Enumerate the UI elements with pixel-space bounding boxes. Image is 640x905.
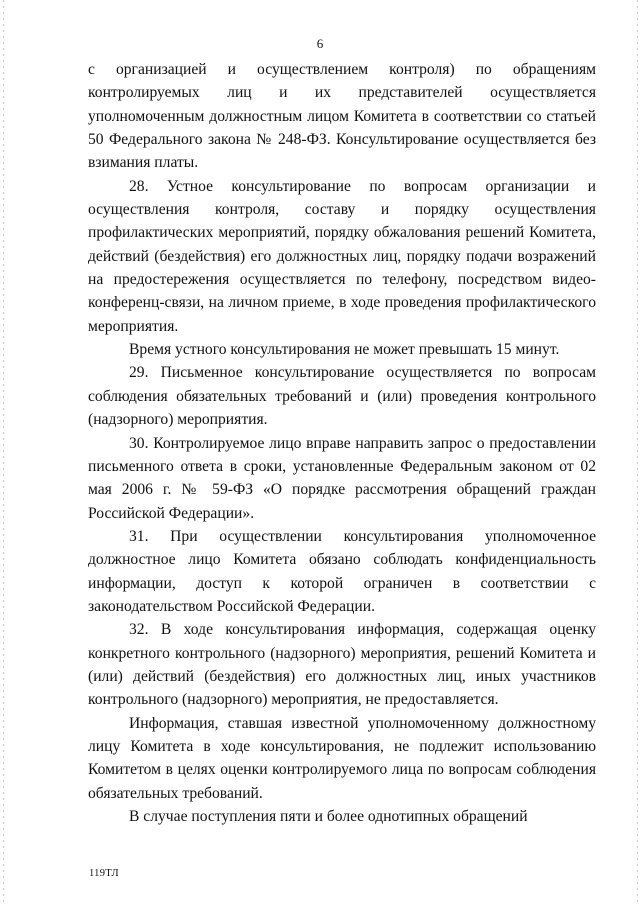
- paragraph-31: 31. При осуществлении консультирования уполномоченное должностное лицо Комитета обязано соблюдать конфиденциальность информации, доступ к которой ограничен в соответствии с законодательством Российской Федерации.: [88, 527, 596, 615]
- scan-edge-right: [637, 0, 638, 905]
- scan-edge-left: [3, 0, 4, 905]
- paragraph-32-information: Информация, ставшая известной уполномоченному должностному лицу Комитета в ходе консультирования, не подлежит использованию Комитетом в целях оценки контролируемого лица по вопросам соблюдения обязательных требований.: [88, 714, 596, 802]
- paragraph-29: 29. Письменное консультирование осуществляется по вопросам соблюдения обязательных требований и (или) проведения контрольного (надзорного) мероприятия.: [88, 364, 596, 429]
- paragraph-30: 30. Контролируемое лицо вправе направить запрос о предоставлении письменного ответа в сроки, установленные Федеральным законом от 02 мая 2006 г. № 59-ФЗ «О порядке рассмотрения обращений граждан Российской Федерации».: [88, 434, 596, 522]
- document-body: [88, 58, 596, 828]
- paragraph-continuation: с организацией и осуществлением контроля) по обращениям контролируемых лиц и их представителей осуществляется уполномоченным должностным лицом Комитета в соответствии со статьей 50 Федерального закона № 248-ФЗ. Консультирование осуществляется без взимания платы.: [88, 61, 596, 172]
- page-number: 6: [316, 36, 324, 51]
- paragraph-28: 28. Устное консультирование по вопросам организации и осуществления контроля, составу и порядку осуществления профилактических мероприятий, порядку обжалования решений Комитета, действий (бездействия) его должностных лиц, порядку подачи возражений на предостережения осуществляется по телефону, посредством видео-конференц-связи, на личном приеме, в ходе проведения профилактического мероприятия.: [88, 177, 596, 335]
- paragraph-28-time-limit: Время устного консультирования не может превышать 15 минут.: [129, 341, 560, 359]
- paragraph-32-repeat-requests: В случае поступления пяти и более однотипных обращений: [129, 808, 528, 825]
- paragraph-32: 32. В ходе консультирования информация, содержащая оценку конкретного контрольного (надзорного) мероприятия, решений Комитета и (или) действий (бездействия) его должностных лиц, иных участников контрольного (надзорного) мероприятия, не предоставляется.: [88, 621, 596, 709]
- footer-document-code: 119ТЛ: [89, 868, 119, 879]
